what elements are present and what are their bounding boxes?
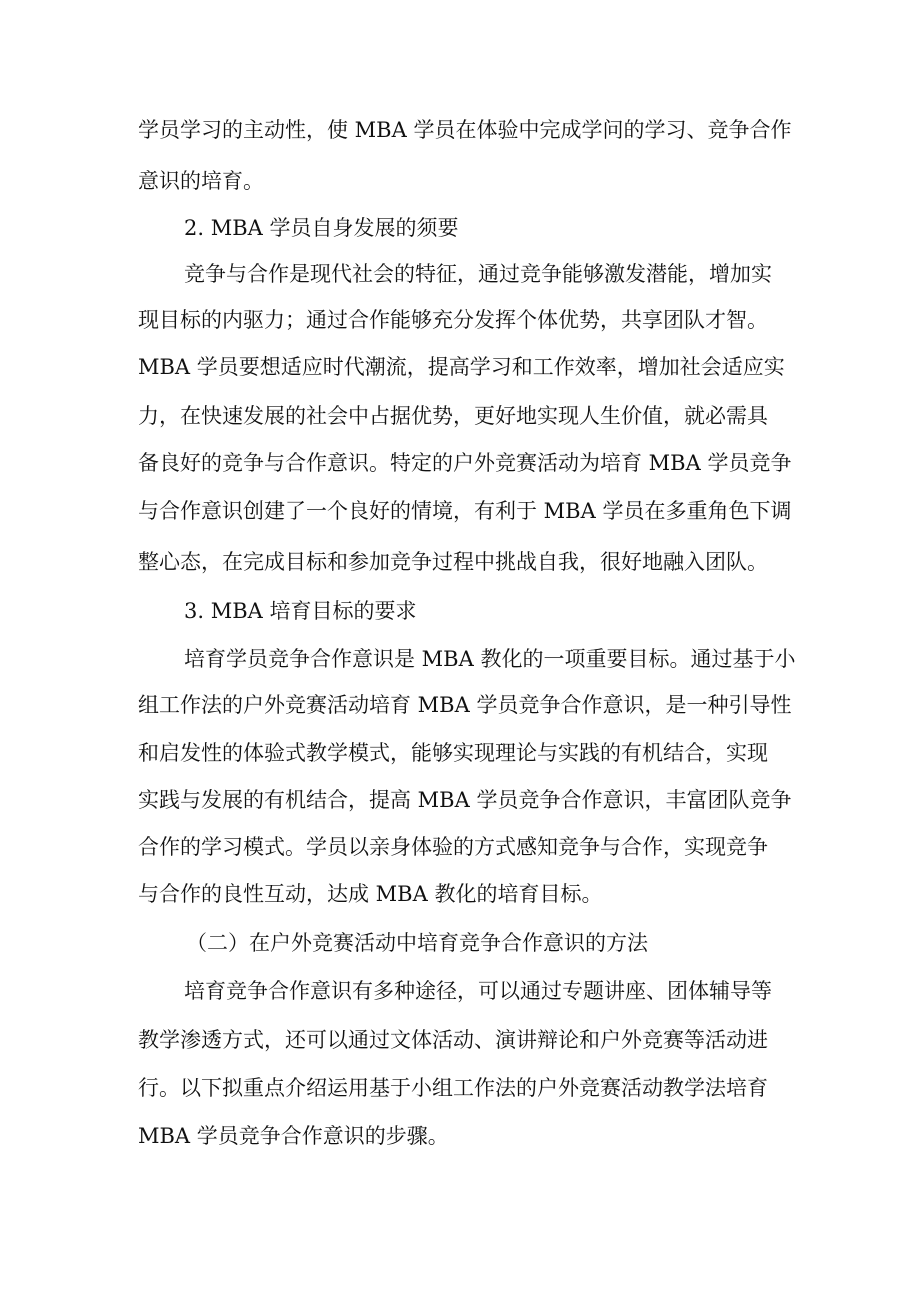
section-heading: 3. MBA 培育目标的要求 — [184, 599, 417, 623]
paragraph-line: 与合作的良性互动，达成 MBA 教化的培育目标。 — [138, 882, 603, 906]
paragraph-line: MBA 学员要想适应时代潮流，提高学习和工作效率，增加社会适应实 — [138, 355, 785, 379]
section-heading: （二）在户外竞赛活动中培育竞争合作意识的方法 — [186, 931, 648, 955]
paragraph-line: 与合作意识创建了一个良好的情境，有利于 MBA 学员在多重角色下调 — [138, 499, 792, 523]
paragraph-line: 力，在快速发展的社会中占据优势，更好地实现人生价值，就必需具 — [138, 404, 768, 428]
paragraph-line: 和启发性的体验式教学模式，能够实现理论与实践的有机结合，实现 — [138, 741, 768, 765]
paragraph-line: 培育学员竞争合作意识是 MBA 教化的一项重要目标。通过基于小 — [184, 647, 796, 671]
paragraph-line: 学员学习的主动性，使 MBA 学员在体验中完成学问的学习、竞争合作 — [138, 118, 792, 142]
section-heading: 2. MBA 学员自身发展的须要 — [184, 216, 459, 240]
paragraph-line: 现目标的内驱力；通过合作能够充分发挥个体优势，共享团队才智。 — [138, 308, 768, 332]
paragraph-line: 合作的学习模式。学员以亲身体验的方式感知竞争与合作，实现竞争 — [138, 835, 768, 859]
paragraph-line: 组工作法的户外竞赛活动培育 MBA 学员竞争合作意识，是一种引导性 — [138, 693, 792, 717]
paragraph-line: 教学渗透方式，还可以通过文体活动、演讲辩论和户外竞赛等活动进 — [138, 1028, 768, 1052]
paragraph-line: 行。以下拟重点介绍运用基于小组工作法的户外竞赛活动教学法培育 — [138, 1076, 768, 1100]
paragraph-line: 竞争与合作是现代社会的特征，通过竞争能够激发潜能，增加实 — [184, 262, 772, 286]
paragraph-line: 意识的培育。 — [138, 169, 264, 193]
paragraph-line: 培育竞争合作意识有多种途径，可以通过专题讲座、团体辅导等 — [184, 979, 772, 1003]
paragraph-line: 整心态，在完成目标和参加竞争过程中挑战自我，很好地融入团队。 — [138, 550, 768, 574]
paragraph-line: 实践与发展的有机结合，提高 MBA 学员竞争合作意识，丰富团队竞争 — [138, 788, 792, 812]
paragraph-line: MBA 学员竞争合作意识的步骤。 — [138, 1124, 449, 1148]
paragraph-line: 备良好的竞争与合作意识。特定的户外竞赛活动为培育 MBA 学员竞争 — [138, 451, 792, 475]
